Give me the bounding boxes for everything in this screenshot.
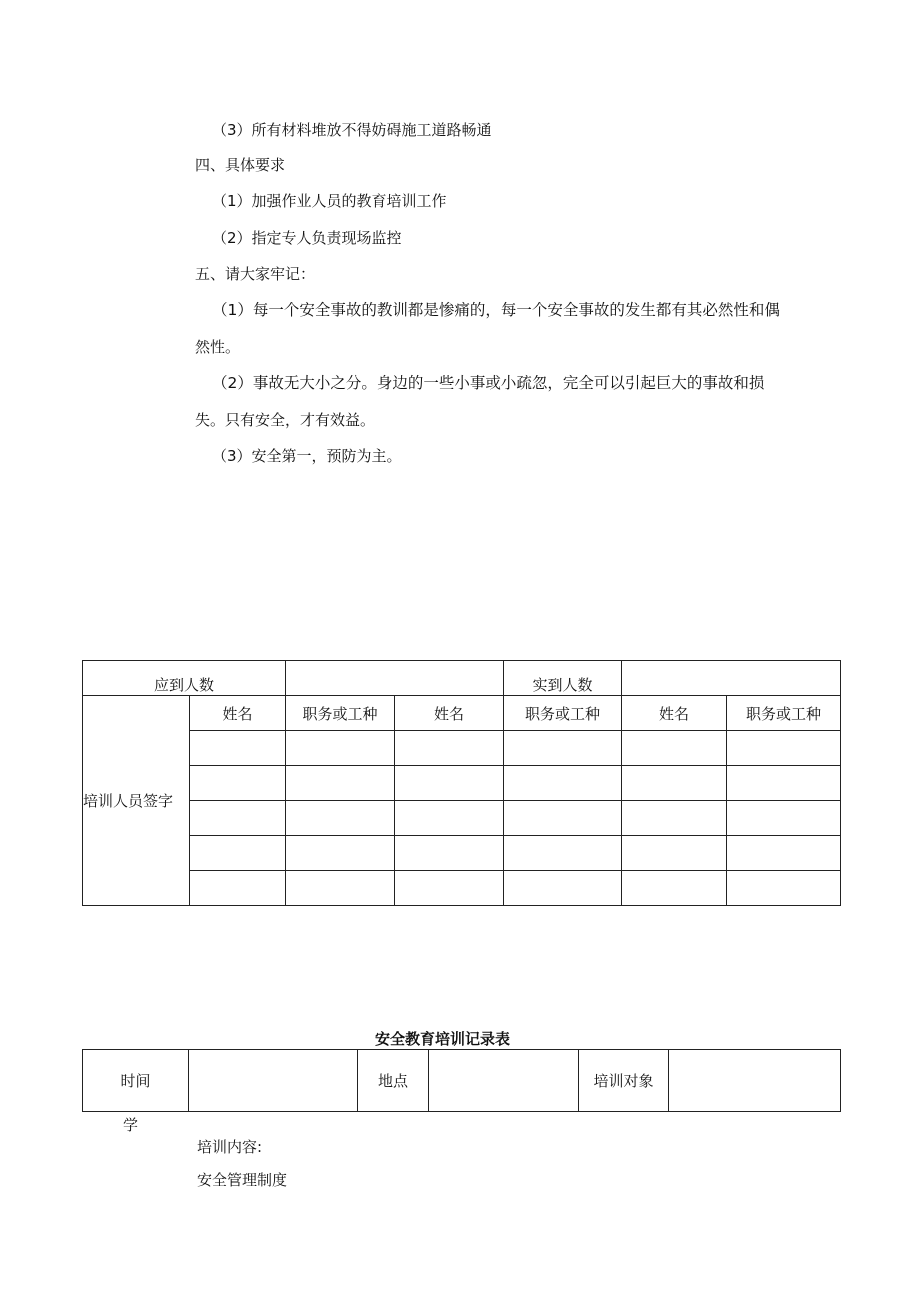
- signature-cell[interactable]: [190, 766, 286, 801]
- signature-cell[interactable]: [727, 871, 841, 906]
- signature-cell[interactable]: [395, 766, 504, 801]
- training-content-item: 安全管理制度: [197, 1171, 288, 1189]
- signature-row: [83, 836, 841, 871]
- col-header-name: 姓名: [622, 696, 727, 731]
- signature-cell[interactable]: [286, 801, 395, 836]
- section-4-heading: 四、具体要求: [195, 156, 286, 174]
- remember-2-line2: 失。只有安全，才有效益。: [195, 411, 376, 429]
- signature-cell[interactable]: [622, 836, 727, 871]
- col-header-job: 职务或工种: [504, 696, 622, 731]
- col-header-job: 职务或工种: [727, 696, 841, 731]
- stray-char-xue: 学: [123, 1116, 139, 1134]
- signature-cell[interactable]: [504, 766, 622, 801]
- remember-2-line1: （2）事故无大小之分。身边的一些小事或小疏忽，完全可以引起巨大的事故和损: [212, 374, 765, 392]
- record-table: [82, 1049, 841, 1112]
- signature-cell[interactable]: [190, 871, 286, 906]
- signature-cell[interactable]: [395, 836, 504, 871]
- item-1-training: （1）加强作业人员的教育培训工作: [212, 192, 447, 210]
- section-5-heading: 五、请大家牢记：: [195, 265, 316, 283]
- signature-cell[interactable]: [286, 766, 395, 801]
- signature-cell[interactable]: [286, 871, 395, 906]
- remember-1-line1: （1）每一个安全事故的教训都是惨痛的，每一个安全事故的发生都有其必然性和偶: [212, 301, 780, 319]
- signature-cell[interactable]: [190, 731, 286, 766]
- signature-cell[interactable]: [727, 801, 841, 836]
- time-label: 时间: [83, 1050, 189, 1112]
- remember-1-line2: 然性。: [195, 338, 241, 356]
- col-header-job: 职务或工种: [286, 696, 395, 731]
- signature-cell[interactable]: [622, 801, 727, 836]
- item-2-monitoring: （2）指定专人负责现场监控: [212, 229, 402, 247]
- actual-count-label: 实到人数: [504, 661, 622, 696]
- attendance-table: [82, 660, 841, 906]
- signature-row: [83, 766, 841, 801]
- sign-label: 培训人员签字: [83, 696, 190, 906]
- signature-cell[interactable]: [504, 801, 622, 836]
- remember-3: （3）安全第一，预防为主。: [212, 447, 402, 465]
- signature-cell[interactable]: [286, 836, 395, 871]
- training-content-label: 培训内容:: [197, 1138, 263, 1156]
- expected-count-value[interactable]: [286, 661, 504, 696]
- signature-row: [83, 801, 841, 836]
- signature-cell[interactable]: [395, 801, 504, 836]
- actual-count-value[interactable]: [622, 661, 841, 696]
- signature-cell[interactable]: [504, 871, 622, 906]
- signature-cell[interactable]: [622, 766, 727, 801]
- signature-cell[interactable]: [190, 801, 286, 836]
- signature-cell[interactable]: [286, 731, 395, 766]
- signature-row: [83, 871, 841, 906]
- signature-row: [83, 731, 841, 766]
- signature-cell[interactable]: [727, 836, 841, 871]
- signature-cell[interactable]: [395, 731, 504, 766]
- place-label: 地点: [358, 1050, 429, 1112]
- time-value[interactable]: [189, 1050, 358, 1112]
- signature-cell[interactable]: [622, 731, 727, 766]
- expected-count-label: 应到人数: [83, 661, 286, 696]
- col-header-name: 姓名: [190, 696, 286, 731]
- signature-cell[interactable]: [395, 871, 504, 906]
- signature-cell[interactable]: [727, 766, 841, 801]
- place-value[interactable]: [429, 1050, 579, 1112]
- signature-cell[interactable]: [190, 836, 286, 871]
- signature-cell[interactable]: [504, 836, 622, 871]
- target-value[interactable]: [669, 1050, 841, 1112]
- signature-cell[interactable]: [504, 731, 622, 766]
- col-header-name: 姓名: [395, 696, 504, 731]
- target-label: 培训对象: [579, 1050, 669, 1112]
- record-title: 安全教育培训记录表: [375, 1030, 511, 1048]
- signature-cell[interactable]: [727, 731, 841, 766]
- signature-cell[interactable]: [622, 871, 727, 906]
- item-3-materials: （3）所有材料堆放不得妨碍施工道路畅通: [212, 121, 492, 139]
